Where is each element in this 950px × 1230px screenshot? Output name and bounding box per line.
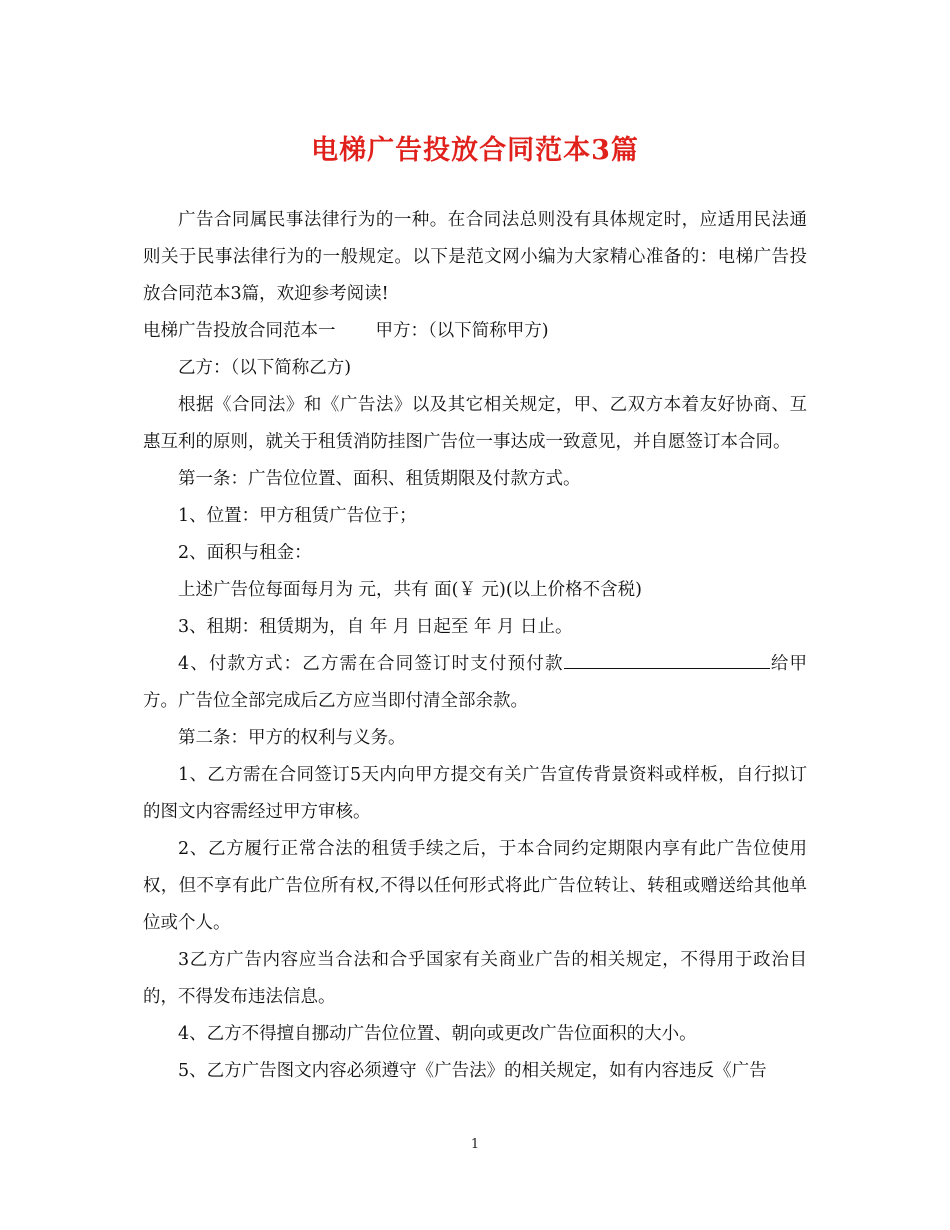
payment-text-end: 给甲方。广告位全部完成后乙方应当即付清全部余款。 <box>143 654 807 711</box>
document-body <box>143 202 807 1090</box>
paragraph-article-2-item-3: 3乙方广告内容应当合法和合乎国家有关商业广告的相关规定，不得用于政治目的，不得发布违法信息。 <box>143 950 807 1007</box>
paragraph-party-b: 乙方：（以下简称乙方) <box>178 358 352 378</box>
page-number: 1 <box>470 1137 480 1152</box>
paragraph-basis: 根据《合同法》和《广告法》以及其它相关规定，甲、乙双方本着友好协商、互惠互利的原则，就关于租赁消防挂图广告位一事达成一致意见，并自愿签订本合同。 <box>143 395 807 452</box>
paragraph-article-2-item-2: 2、乙方履行正常合法的租赁手续之后，于本合同约定期限内享有此广告位使用权，但不享有此广告位所有权,不得以任何形式将此广告位转让、转租或赠送给其他单位或个人。 <box>143 839 807 933</box>
paragraph-article-1-item-3: 3、租期：租赁期为，自 年 月 日起至 年 月 日止。 <box>178 617 573 637</box>
paragraph-article-1-item-4 <box>143 646 807 720</box>
paragraph-article-2-item-1: 1、乙方需在合同签订5天内向甲方提交有关广告宣传背景资料或样板，自行拟订的图文内容需经过甲方审核。 <box>143 765 807 822</box>
paragraph-article-2-item-4: 4、乙方不得擅自挪动广告位位置、朝向或更改广告位面积的大小。 <box>178 1024 697 1044</box>
paragraph-article-1-item-2: 2、面积与租金： <box>178 543 312 563</box>
paragraph-article-1-item-1: 1、位置：甲方租赁广告位于； <box>178 506 417 526</box>
paragraph-article-2: 第二条：甲方的权利与义务。 <box>178 728 406 748</box>
payment-blank-line <box>564 652 770 669</box>
paragraph-section-heading <box>143 313 807 350</box>
section-title: 电梯广告投放合同范本一 <box>143 321 336 341</box>
payment-text-start: 4、付款方式：乙方需在合同签订时支付预付款 <box>178 654 564 674</box>
paragraph-article-2-item-5: 5、乙方广告图文内容必须遵守《广告法》的相关规定，如有内容违反《广告 <box>178 1061 767 1081</box>
paragraph-article-1: 第一条：广告位位置、面积、租赁期限及付款方式。 <box>178 469 581 489</box>
paragraph-article-1-item-2-detail: 上述广告位每面每月为 元，共有 面(￥ 元)(以上价格不含税) <box>178 580 642 600</box>
document-title: 电梯广告投放合同范本3篇 <box>311 135 639 166</box>
paragraph-intro: 广告合同属民事法律行为的一种。在合同法总则没有具体规定时，应适用民法通则关于民事法律行为的一般规定。以下是范文网小编为大家精心准备的：电梯广告投放合同范本3篇，欢迎参考阅读! <box>143 210 807 304</box>
party-a-line: 甲方：（以下简称甲方) <box>375 321 549 341</box>
